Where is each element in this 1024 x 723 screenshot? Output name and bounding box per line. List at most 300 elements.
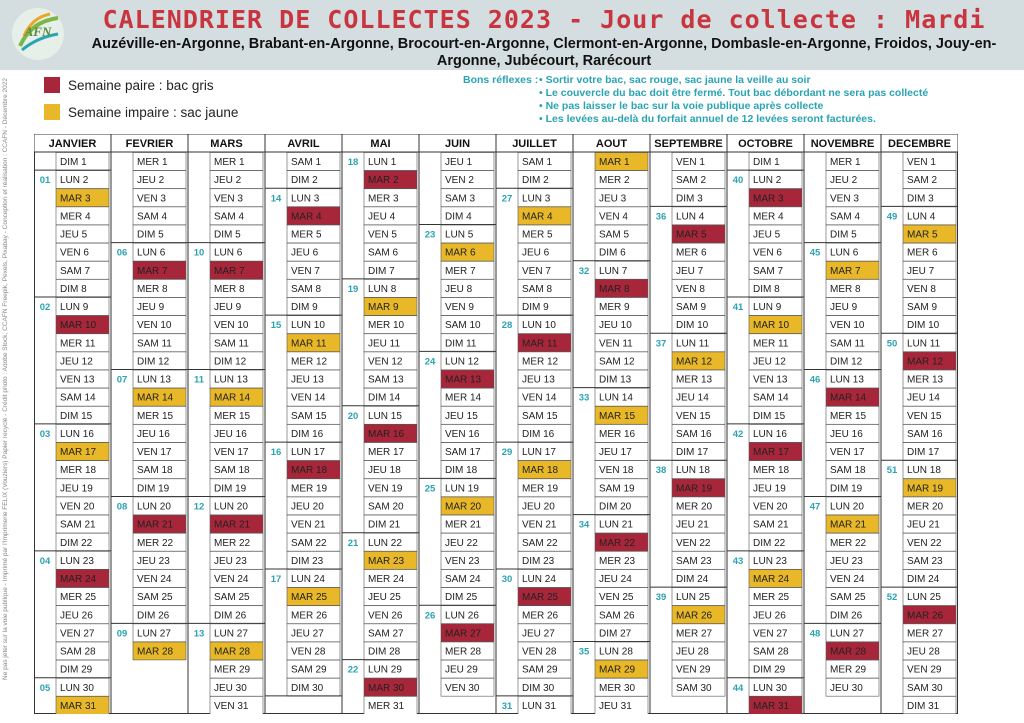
day-label: VEN 29 <box>907 664 942 676</box>
day-label: MER 10 <box>368 320 405 332</box>
day-label: SAM 9 <box>907 302 938 314</box>
day-label: VEN 20 <box>753 501 788 513</box>
day-label: VEN 15 <box>676 410 711 422</box>
good-habits <box>463 74 1018 130</box>
day-label: JEU 5 <box>753 229 781 241</box>
day-label: VEN 4 <box>599 211 628 223</box>
day-label: MER 1 <box>214 157 245 169</box>
day-label: JEU 21 <box>676 519 709 531</box>
day-label: JEU 27 <box>522 628 555 640</box>
day-label: JEU 6 <box>522 247 550 259</box>
day-label: LUN 16 <box>753 428 787 440</box>
day-label: SAM 8 <box>522 283 553 295</box>
day-label: DIM 6 <box>599 247 626 259</box>
day-label: MER 30 <box>599 682 636 694</box>
day-label: JEU 25 <box>368 592 401 604</box>
tip-item: • Le couvercle du bac doit être fermé. Tout bac débordant ne sera pas collecté <box>539 87 1019 100</box>
week-number: 44 <box>732 682 744 694</box>
day-label: MAR 31 <box>60 700 97 712</box>
day-label: LUN 24 <box>522 574 556 586</box>
day-label: LUN 5 <box>445 229 474 241</box>
tip-item: • Les levées au-delà du forfait annuel de 12 levées seront facturées. <box>539 113 1019 126</box>
day-label: SAM 5 <box>599 229 630 241</box>
day-label: DIM 24 <box>676 574 709 586</box>
svg-text:AFN: AFN <box>24 24 52 39</box>
day-label: VEN 5 <box>368 229 397 241</box>
day-label: JEU 5 <box>60 229 88 241</box>
week-number: 45 <box>809 247 821 259</box>
day-label: DIM 15 <box>753 410 786 422</box>
day-label: DIM 12 <box>214 356 247 368</box>
day-label: JEU 16 <box>830 428 863 440</box>
day-label: VEN 9 <box>445 302 474 314</box>
day-label: MER 22 <box>830 537 867 549</box>
day-label: LUN 4 <box>907 211 936 223</box>
week-number: 51 <box>886 465 898 477</box>
day-label: LUN 11 <box>676 338 710 350</box>
day-label: LUN 26 <box>445 610 479 622</box>
day-label: JEU 10 <box>599 320 632 332</box>
day-label: DIM 1 <box>753 157 780 169</box>
day-label: DIM 30 <box>291 682 324 694</box>
day-label: SAM 18 <box>214 465 250 477</box>
day-label: MER 25 <box>753 592 790 604</box>
week-number: 40 <box>732 175 744 187</box>
day-label: MER 26 <box>522 610 559 622</box>
day-label: MER 24 <box>368 574 405 586</box>
legend-odd-swatch <box>44 104 60 120</box>
day-label: DIM 17 <box>676 447 709 459</box>
day-label: SAM 24 <box>445 574 481 586</box>
day-label: MER 8 <box>214 283 245 295</box>
day-label: MAR 19 <box>676 483 713 495</box>
day-label: MAR 18 <box>291 465 328 477</box>
day-label: DIM 26 <box>830 610 863 622</box>
day-label: SAM 30 <box>907 682 943 694</box>
day-label: LUN 28 <box>599 646 633 658</box>
day-label: MAR 21 <box>830 519 867 531</box>
tip-item: • Ne pas laisser le bac sur la voie publique après collecte <box>539 100 1019 113</box>
day-label: VEN 26 <box>368 610 403 622</box>
day-label: MAR 29 <box>599 664 636 676</box>
day-label: JEU 19 <box>60 483 93 495</box>
day-label: JEU 1 <box>445 157 473 169</box>
day-label: MER 22 <box>214 537 251 549</box>
day-label: MER 29 <box>830 664 867 676</box>
day-label: JEU 12 <box>753 356 786 368</box>
legend <box>44 76 464 126</box>
day-label: VEN 6 <box>753 247 782 259</box>
day-label: LUN 23 <box>753 555 787 567</box>
week-number: 47 <box>809 501 821 513</box>
day-label: LUN 3 <box>522 193 551 205</box>
day-label: JEU 29 <box>445 664 478 676</box>
side-credit-text: Ne pas jeter sur la voie publique - Imprimé par l'Imprimerie FELIX (Vouziers) Papier recyclé - Crédit photo : Adobe Stock, CCAFN Freepik, Pexels, Pixabay - Conception et réalisation : CCAFN - Décembre 2022 <box>2 77 9 680</box>
day-label: MAR 28 <box>214 646 251 658</box>
day-label: MER 6 <box>907 247 938 259</box>
day-label: JEU 7 <box>907 265 935 277</box>
day-label: MER 5 <box>291 229 322 241</box>
day-label: VEN 1 <box>676 157 705 169</box>
legend-even-swatch <box>44 77 60 93</box>
day-label: MAR 30 <box>368 682 405 694</box>
week-number: 49 <box>886 211 898 223</box>
side-credit <box>2 77 16 690</box>
day-label: MAR 4 <box>291 211 322 223</box>
day-label: JEU 8 <box>445 283 473 295</box>
week-number: 27 <box>501 193 513 205</box>
day-label: LUN 18 <box>676 465 710 477</box>
day-label: SAM 17 <box>445 447 481 459</box>
day-label: DIM 9 <box>291 302 318 314</box>
day-label: MAR 10 <box>753 320 790 332</box>
week-number: 18 <box>347 157 359 169</box>
day-label: DIM 13 <box>599 374 632 386</box>
tip-item: • Sortir votre bac, sac rouge, sac jaune la veille au soir <box>539 74 1019 87</box>
week-number: 41 <box>732 302 744 314</box>
day-label: MAR 31 <box>753 700 790 712</box>
day-label: LUN 27 <box>830 628 864 640</box>
day-label: MAR 23 <box>368 555 405 567</box>
day-label: LUN 31 <box>522 700 556 712</box>
day-label: VEN 19 <box>368 483 403 495</box>
day-label: DIM 29 <box>753 664 786 676</box>
day-label: LUN 6 <box>214 247 243 259</box>
day-label: SAM 22 <box>522 537 558 549</box>
day-label: MER 15 <box>214 410 251 422</box>
week-number: 23 <box>424 229 436 241</box>
day-label: SAM 23 <box>676 555 712 567</box>
day-label: MER 1 <box>137 157 168 169</box>
day-label: MAR 25 <box>522 592 559 604</box>
day-label: VEN 1 <box>907 157 936 169</box>
day-label: JEU 27 <box>291 628 324 640</box>
day-label: JEU 28 <box>676 646 709 658</box>
week-number: 29 <box>501 447 513 459</box>
day-label: LUN 8 <box>368 283 397 295</box>
day-label: DIM 4 <box>445 211 472 223</box>
day-label: MER 14 <box>445 392 482 404</box>
day-label: MAR 11 <box>522 338 558 350</box>
month-header: OCTOBRE <box>738 138 793 150</box>
day-label: MAR 17 <box>60 447 97 459</box>
day-label: VEN 20 <box>60 501 95 513</box>
day-label: VEN 3 <box>830 193 859 205</box>
day-label: DIM 10 <box>907 320 940 332</box>
day-label: MAR 16 <box>368 428 405 440</box>
legend-even-week <box>44 76 214 94</box>
day-label: MAR 14 <box>830 392 867 404</box>
day-label: JEU 3 <box>599 193 627 205</box>
day-label: MER 27 <box>907 628 944 640</box>
day-label: VEN 28 <box>522 646 557 658</box>
day-label: MAR 7 <box>137 265 168 277</box>
day-label: LUN 27 <box>137 628 171 640</box>
day-label: DIM 19 <box>137 483 170 495</box>
week-number: 04 <box>39 555 51 567</box>
day-label: DIM 16 <box>522 428 555 440</box>
day-label: MAR 10 <box>60 320 97 332</box>
week-number: 48 <box>809 628 821 640</box>
day-label: SAM 8 <box>291 283 322 295</box>
day-label: DIM 25 <box>445 592 478 604</box>
day-label: DIM 22 <box>60 537 93 549</box>
day-label: DIM 18 <box>445 465 478 477</box>
day-label: LUN 3 <box>291 193 320 205</box>
legend-odd-week <box>44 103 238 121</box>
day-label: SAM 9 <box>676 302 707 314</box>
day-label: DIM 19 <box>214 483 247 495</box>
day-label: MAR 4 <box>522 211 553 223</box>
week-number: 33 <box>578 392 590 404</box>
day-label: DIM 12 <box>830 356 863 368</box>
week-number: 24 <box>424 356 436 368</box>
day-label: LUN 13 <box>830 374 864 386</box>
day-label: MAR 24 <box>60 574 97 586</box>
day-label: LUN 4 <box>676 211 705 223</box>
day-label: VEN 17 <box>214 447 249 459</box>
day-label: SAM 15 <box>522 410 558 422</box>
day-label: DIM 16 <box>291 428 324 440</box>
day-label: SAM 12 <box>599 356 635 368</box>
month-header: DECEMBRE <box>888 138 951 150</box>
month-header: AVRIL <box>287 138 320 150</box>
day-label: SAM 3 <box>445 193 476 205</box>
day-label: SAM 14 <box>60 392 96 404</box>
month-header: FEVRIER <box>125 138 174 150</box>
day-label: MER 13 <box>676 374 713 386</box>
day-label: VEN 30 <box>445 682 480 694</box>
day-label: JEU 9 <box>214 302 242 314</box>
day-label: DIM 24 <box>907 574 940 586</box>
day-label: MAR 28 <box>830 646 867 658</box>
day-label: SAM 13 <box>368 374 404 386</box>
day-label: LUN 29 <box>368 664 402 676</box>
day-label: MAR 3 <box>60 193 91 205</box>
week-number: 31 <box>501 700 513 712</box>
day-label: LUN 27 <box>214 628 248 640</box>
day-label: DIM 21 <box>368 519 401 531</box>
day-label: MAR 9 <box>368 302 399 314</box>
day-label: SAM 2 <box>676 175 707 187</box>
day-label: DIM 12 <box>137 356 170 368</box>
day-label: SAM 23 <box>907 555 943 567</box>
week-number: 43 <box>732 555 744 567</box>
day-label: JEU 9 <box>830 302 858 314</box>
day-label: LUN 20 <box>137 501 171 513</box>
day-label: DIM 7 <box>368 265 395 277</box>
day-label: LUN 17 <box>522 447 556 459</box>
day-label: VEN 13 <box>753 374 788 386</box>
day-label: VEN 14 <box>291 392 326 404</box>
week-number: 06 <box>116 247 128 259</box>
day-label: JEU 2 <box>214 175 242 187</box>
week-number: 07 <box>116 374 128 386</box>
day-label: MAR 1 <box>599 157 630 169</box>
day-label: LUN 25 <box>907 592 941 604</box>
day-label: DIM 5 <box>830 229 857 241</box>
day-label: MER 17 <box>368 447 405 459</box>
day-label: DIM 20 <box>599 501 632 513</box>
day-label: DIM 2 <box>291 175 318 187</box>
week-number: 30 <box>501 574 513 586</box>
week-number: 10 <box>193 247 205 259</box>
day-label: JEU 2 <box>830 175 858 187</box>
week-number: 25 <box>424 483 436 495</box>
day-label: SAM 25 <box>214 592 250 604</box>
day-label: VEN 17 <box>137 447 172 459</box>
day-label: LUN 14 <box>599 392 633 404</box>
day-label: LUN 10 <box>522 320 556 332</box>
good-habits-label: Bons réflexes : <box>463 74 539 86</box>
day-label: MAR 19 <box>907 483 944 495</box>
legend-even-label: Semaine paire : bac gris <box>68 77 214 93</box>
day-label: SAM 2 <box>907 175 938 187</box>
day-label: VEN 22 <box>907 537 942 549</box>
day-label: MER 31 <box>368 700 405 712</box>
day-label: DIM 10 <box>676 320 709 332</box>
day-label: SAM 11 <box>830 338 865 350</box>
day-label: JEU 31 <box>599 700 632 712</box>
week-number: 14 <box>270 193 282 205</box>
day-label: MAR 21 <box>214 519 251 531</box>
day-label: VEN 24 <box>137 574 172 586</box>
day-label: MER 23 <box>599 555 636 567</box>
day-label: JEU 24 <box>599 574 632 586</box>
day-label: SAM 15 <box>291 410 327 422</box>
day-label: LUN 25 <box>676 592 710 604</box>
day-label: LUN 9 <box>60 302 89 314</box>
day-label: MER 26 <box>291 610 328 622</box>
month-header: NOVEMBRE <box>810 138 875 150</box>
day-label: JEU 14 <box>907 392 940 404</box>
day-label: MER 12 <box>291 356 328 368</box>
day-label: JEU 23 <box>137 555 170 567</box>
day-label: JEU 30 <box>830 682 863 694</box>
day-label: MAR 3 <box>753 193 784 205</box>
day-label: JEU 16 <box>214 428 247 440</box>
day-label: VEN 21 <box>291 519 326 531</box>
day-label: MER 27 <box>676 628 713 640</box>
day-label: SAM 14 <box>753 392 789 404</box>
day-label: JEU 26 <box>60 610 93 622</box>
day-label: SAM 26 <box>599 610 635 622</box>
day-label: LUN 30 <box>753 682 787 694</box>
day-label: VEN 31 <box>214 700 249 712</box>
day-label: DIM 15 <box>60 410 93 422</box>
day-label: SAM 16 <box>676 428 712 440</box>
logo-icon <box>10 6 66 62</box>
day-label: VEN 7 <box>522 265 551 277</box>
month-header: MAI <box>370 138 391 150</box>
day-label: DIM 22 <box>753 537 786 549</box>
day-label: SAM 20 <box>368 501 404 513</box>
day-label: LUN 2 <box>753 175 782 187</box>
day-label: VEN 28 <box>291 646 326 658</box>
day-label: SAM 4 <box>137 211 168 223</box>
day-label: MAR 2 <box>368 175 399 187</box>
week-number: 26 <box>424 610 436 622</box>
collection-calendar <box>34 134 958 714</box>
day-label: LUN 20 <box>830 501 864 513</box>
day-label: DIM 17 <box>907 447 940 459</box>
day-label: MAR 26 <box>907 610 944 622</box>
day-label: JEU 14 <box>676 392 709 404</box>
day-label: JEU 9 <box>137 302 165 314</box>
week-number: 21 <box>347 537 359 549</box>
day-label: JEU 15 <box>445 410 478 422</box>
day-label: VEN 3 <box>137 193 166 205</box>
week-number: 50 <box>886 338 898 350</box>
week-number: 35 <box>578 646 590 658</box>
day-label: DIM 5 <box>137 229 164 241</box>
day-label: DIM 31 <box>907 700 940 712</box>
day-label: MER 2 <box>599 175 630 187</box>
day-label: MAR 14 <box>214 392 251 404</box>
day-label: DIM 27 <box>599 628 632 640</box>
day-label: VEN 29 <box>676 664 711 676</box>
week-number: 15 <box>270 320 282 332</box>
day-label: JEU 23 <box>830 555 863 567</box>
day-label: LUN 17 <box>291 447 325 459</box>
day-label: SAM 29 <box>291 664 327 676</box>
week-number: 12 <box>193 501 205 513</box>
day-label: MER 16 <box>599 428 636 440</box>
day-label: VEN 2 <box>445 175 474 187</box>
day-label: JEU 18 <box>368 465 401 477</box>
day-label: SAM 25 <box>137 592 173 604</box>
day-label: VEN 16 <box>445 428 480 440</box>
day-label: MER 3 <box>368 193 399 205</box>
day-label: JEU 19 <box>753 483 786 495</box>
day-label: JEU 21 <box>907 519 940 531</box>
day-label: SAM 30 <box>676 682 712 694</box>
month-header: AOUT <box>595 138 628 150</box>
day-label: MER 11 <box>60 338 96 350</box>
month-header: JANVIER <box>48 138 97 150</box>
day-label: SAM 11 <box>214 338 249 350</box>
day-label: VEN 10 <box>214 320 249 332</box>
week-number: 11 <box>193 374 205 386</box>
day-label: VEN 15 <box>907 410 942 422</box>
day-label: DIM 3 <box>676 193 703 205</box>
day-label: DIM 5 <box>214 229 241 241</box>
week-number: 17 <box>270 574 282 586</box>
day-label: SAM 21 <box>60 519 96 531</box>
day-label: MAR 13 <box>445 374 482 386</box>
day-label: JEU 22 <box>445 537 478 549</box>
day-label: SAM 10 <box>445 320 481 332</box>
day-label: DIM 14 <box>368 392 401 404</box>
day-label: JEU 12 <box>60 356 93 368</box>
day-label: JEU 26 <box>753 610 786 622</box>
communes-list: Auzéville-en-Argonne, Brabant-en-Argonne, Brocourt-en-Argonne, Clermont-en-Argonne, Dombasle-en-Argonne, Froidos, Jouy-en-Argonne, Jubécourt, Rarécourt <box>91 36 997 69</box>
day-label: VEN 13 <box>60 374 95 386</box>
day-label: DIM 23 <box>291 555 324 567</box>
day-label: LUN 24 <box>291 574 325 586</box>
day-label: JEU 13 <box>522 374 555 386</box>
day-label: JEU 16 <box>137 428 170 440</box>
page-title: CALENDRIER DE COLLECTES 2023 - Jour de collecte : Mardi <box>102 5 986 34</box>
day-label: MAR 12 <box>676 356 713 368</box>
legend-odd-label: Semaine impaire : sac jaune <box>68 104 239 120</box>
day-label: MER 5 <box>522 229 553 241</box>
day-label: LUN 16 <box>60 428 94 440</box>
day-label: JEU 20 <box>522 501 555 513</box>
week-number: 22 <box>347 664 359 676</box>
day-label: JEU 11 <box>368 338 401 350</box>
week-number: 05 <box>39 682 51 694</box>
